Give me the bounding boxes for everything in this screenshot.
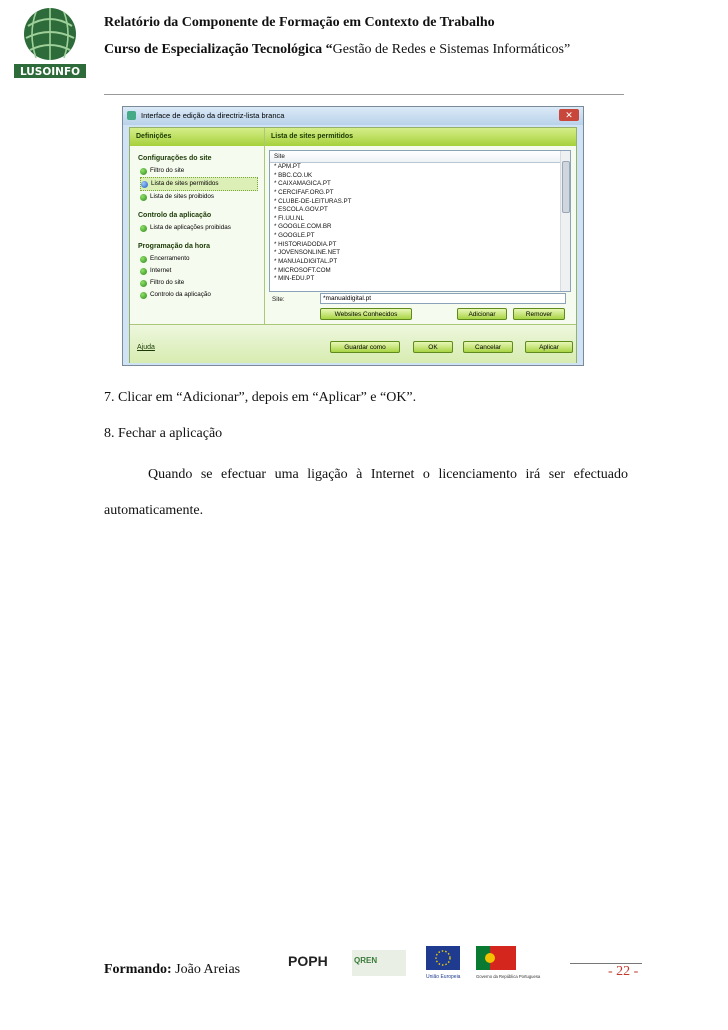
sites-listbox[interactable] xyxy=(269,150,571,292)
site-list-item[interactable]: * MIN-EDU.PT xyxy=(274,275,315,283)
paragraph-line-1: Quando se efectuar uma ligação à Internet o licenciamento irá ser efectuado xyxy=(148,467,628,482)
nav-label: Encerramento xyxy=(150,255,190,262)
dialog-body xyxy=(129,127,577,363)
trainee-value: João Areias xyxy=(171,962,241,977)
page-number: - 22 - xyxy=(608,964,639,979)
site-list-item[interactable]: * HISTORIADODIA.PT xyxy=(274,240,337,248)
site-label: Site: xyxy=(272,296,285,303)
site-list-item[interactable]: * BBC.CO.UK xyxy=(274,171,313,179)
green-bullet-icon xyxy=(140,168,147,175)
logo-text: LUSOINFO xyxy=(19,66,81,78)
site-list-item[interactable]: * GOOGLE.PT xyxy=(274,232,315,240)
allowed-sites-panel xyxy=(265,128,576,324)
whitelist-dialog xyxy=(122,106,584,366)
dialog-footer xyxy=(130,324,576,363)
green-bullet-icon xyxy=(140,194,147,201)
nav-label: Filtro do site xyxy=(150,279,185,286)
nav-label: Lista de sites proibidos xyxy=(150,193,215,200)
header-divider xyxy=(104,94,624,95)
apply-button[interactable]: Aplicar xyxy=(525,341,573,353)
blue-bullet-icon xyxy=(141,181,148,188)
nav-site-filter[interactable] xyxy=(140,165,264,177)
site-list-item[interactable]: * FI.UU.NL xyxy=(274,214,304,222)
section-schedule: Programação da hora xyxy=(138,243,210,250)
lusoinfo-logo xyxy=(14,4,86,80)
close-button[interactable]: ✕ xyxy=(559,109,579,121)
scrollbar-thumb[interactable] xyxy=(562,161,570,213)
site-list-item[interactable]: * APM.PT xyxy=(274,163,301,170)
paragraph-line-2: automaticamente. xyxy=(104,503,204,518)
header-course xyxy=(104,42,570,58)
section-site-config: Configurações do site xyxy=(138,155,212,162)
site-list-item[interactable]: * JOVENSONLINE.NET xyxy=(274,249,341,257)
site-list-item[interactable]: * CAIXAMAGICA.PT xyxy=(274,180,331,188)
allowed-sites-header: Lista de sites permitidos xyxy=(265,128,576,146)
green-bullet-icon xyxy=(140,280,147,287)
nav-blocked-sites[interactable] xyxy=(140,191,264,203)
poph-logo: POPH xyxy=(288,953,328,969)
nav-label: Lista de sites permitidos xyxy=(151,180,219,187)
settings-header: Definições xyxy=(130,128,264,146)
government-logo-text: Governo da República Portuguesa xyxy=(476,974,541,979)
trainee-name xyxy=(104,962,240,978)
site-list-item[interactable]: * MANUALDIGITAL.PT xyxy=(274,258,338,266)
site-rows xyxy=(270,163,570,284)
known-websites-button[interactable]: Websites Conhecidos xyxy=(320,308,412,320)
help-link[interactable]: Ajuda xyxy=(137,344,155,351)
green-bullet-icon xyxy=(140,256,147,263)
dialog-titlebar xyxy=(123,107,583,125)
settings-panel xyxy=(130,128,265,324)
green-bullet-icon xyxy=(140,292,147,299)
site-list-item[interactable]: * MICROSOFT.COM xyxy=(274,266,331,274)
list-column-header[interactable]: Site xyxy=(270,151,570,163)
list-scrollbar[interactable] xyxy=(560,151,570,291)
site-list-item[interactable]: * GOOGLE.COM.BR xyxy=(274,223,332,231)
header-title: Relatório da Componente de Formação em Contexto de Trabalho xyxy=(104,15,495,30)
step-7: 7. Clicar em “Adicionar”, depois em “Aplicar” e “OK”. xyxy=(104,390,417,405)
nav-label: Controlo da aplicação xyxy=(150,291,211,298)
cancel-button[interactable]: Cancelar xyxy=(463,341,513,353)
site-input[interactable] xyxy=(320,293,566,304)
nav-allowed-sites[interactable] xyxy=(140,177,258,191)
nav-label: Lista de aplicações proibidas xyxy=(150,224,231,231)
site-list-item[interactable]: * CERCIFAF.ORG.PT xyxy=(274,188,334,196)
remove-button[interactable]: Remover xyxy=(513,308,565,320)
green-bullet-icon xyxy=(140,268,147,275)
nav-schedule-site-filter[interactable] xyxy=(140,277,264,289)
nav-label: Filtro do site xyxy=(150,167,185,174)
trainee-label: Formando: xyxy=(104,962,172,977)
save-as-button[interactable]: Guardar como xyxy=(330,341,400,353)
nav-label: Internet xyxy=(150,267,172,274)
site-list-item[interactable]: * ESCOLA.GOV.PT xyxy=(274,206,328,214)
header-course-bold: Curso de Especialização Tecnológica “ xyxy=(104,42,333,57)
eu-flag-icon xyxy=(426,946,460,970)
site-list-item[interactable]: * CLUBE-DE-LEITURAS.PT xyxy=(274,197,352,205)
section-app-control: Controlo da aplicação xyxy=(138,212,212,219)
step-8: 8. Fechar a aplicação xyxy=(104,426,223,441)
qren-logo: QREN xyxy=(354,956,378,965)
ok-button[interactable]: OK xyxy=(413,341,453,353)
eu-logo-text: União Europeia xyxy=(426,974,461,980)
add-button[interactable]: Adicionar xyxy=(457,308,507,320)
nav-blocked-apps[interactable] xyxy=(140,222,264,234)
app-icon xyxy=(127,111,136,120)
dialog-title: Interface de edição da directriz-lista branca xyxy=(141,111,285,120)
header-course-rest: Gestão de Redes e Sistemas Informáticos” xyxy=(332,42,571,57)
nav-schedule-app-control[interactable] xyxy=(140,289,264,301)
nav-internet[interactable] xyxy=(140,265,264,277)
nav-shutdown[interactable] xyxy=(140,253,264,265)
green-bullet-icon xyxy=(140,225,147,232)
funding-logos xyxy=(282,946,541,982)
